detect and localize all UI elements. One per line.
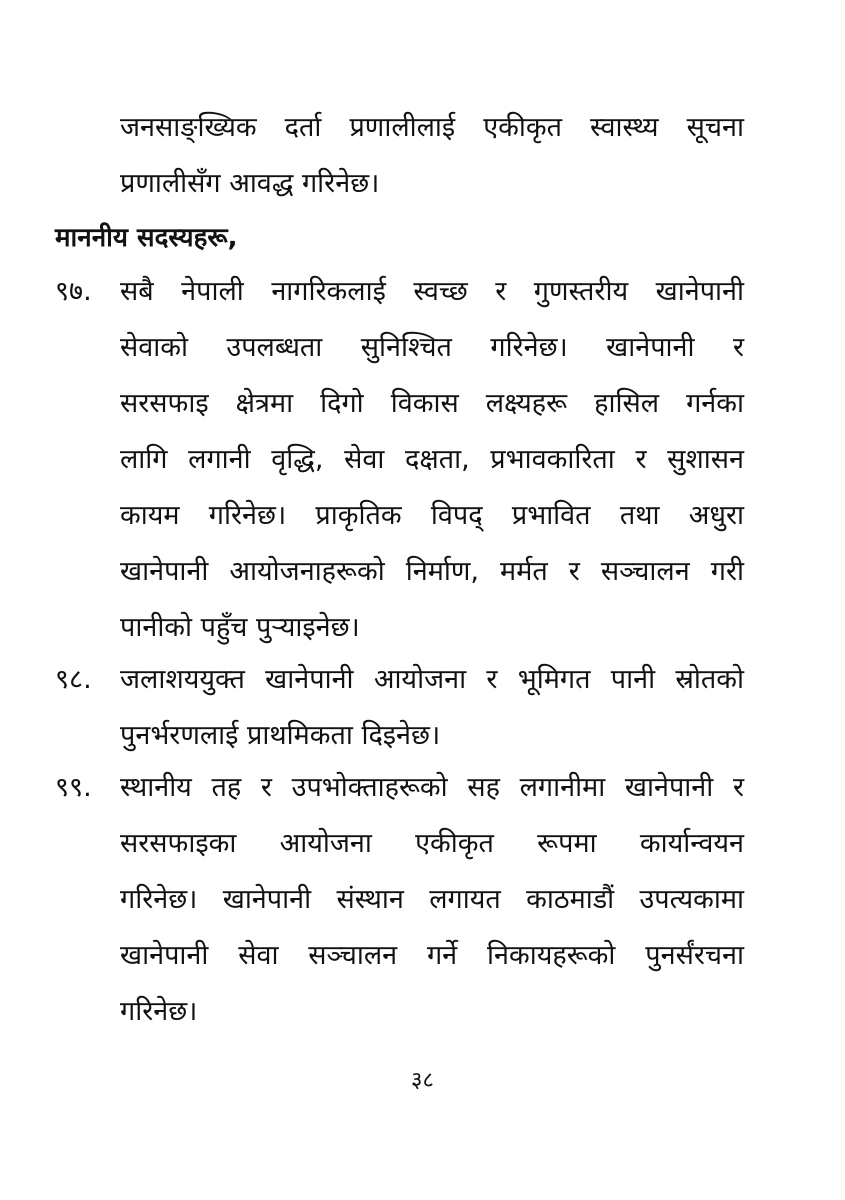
paragraph-number: ९८. bbox=[55, 664, 92, 695]
paragraph-line: सरसफाइ क्षेत्रमा दिगो विकास लक्ष्यहरू हासिल गर्नका bbox=[120, 388, 744, 419]
paragraph-line: सेवाको उपलब्धता सुनिश्चित गरिनेछ। खानेपानी र bbox=[120, 332, 744, 363]
paragraph-line: पानीको पहुँच पुऱ्याइनेछ। bbox=[120, 612, 360, 643]
paragraph-line: खानेपानी आयोजनाहरूको निर्माण, मर्मत र सञ्चालन गरी bbox=[120, 556, 744, 587]
paragraph-line: गरिनेछ। bbox=[120, 996, 198, 1027]
paragraph-line: लागि लगानी वृद्धि, सेवा दक्षता, प्रभावकारिता र सुशासन bbox=[120, 444, 744, 475]
continuation-line: जनसाङ्ख्यिक दर्ता प्रणालीलाई एकीकृत स्वास्थ्य सूचना bbox=[120, 112, 744, 143]
paragraph-line: स्थानीय तह र उपभोक्ताहरूको सह लगानीमा खानेपानी र bbox=[120, 772, 744, 803]
paragraph-number: ९९. bbox=[55, 772, 92, 803]
paragraph-line: कायम गरिनेछ। प्राकृतिक विपद् प्रभावित तथा अधुरा bbox=[120, 500, 744, 531]
paragraph-line: सबै नेपाली नागरिकलाई स्वच्छ र गुणस्तरीय खानेपानी bbox=[120, 276, 744, 307]
continuation-line: प्रणालीसँग आवद्ध गरिनेछ। bbox=[120, 168, 380, 199]
paragraph-number: ९७. bbox=[55, 276, 92, 307]
paragraph-line: सरसफाइका आयोजना एकीकृत रूपमा कार्यान्वयन bbox=[120, 828, 744, 859]
paragraph-line: गरिनेछ। खानेपानी संस्थान लगायत काठमाडौं उपत्यकामा bbox=[120, 884, 744, 915]
page-number: ३८ bbox=[411, 1068, 434, 1093]
paragraph-line: जलाशययुक्त खानेपानी आयोजना र भूमिगत पानी स्रोतको bbox=[120, 664, 744, 695]
paragraph-line: खानेपानी सेवा सञ्चालन गर्ने निकायहरूको पुनर्संरचना bbox=[120, 940, 744, 971]
paragraph-line: पुनर्भरणलाई प्राथमिकता दिइनेछ। bbox=[120, 720, 441, 751]
section-heading: माननीय सदस्यहरू, bbox=[55, 223, 238, 253]
